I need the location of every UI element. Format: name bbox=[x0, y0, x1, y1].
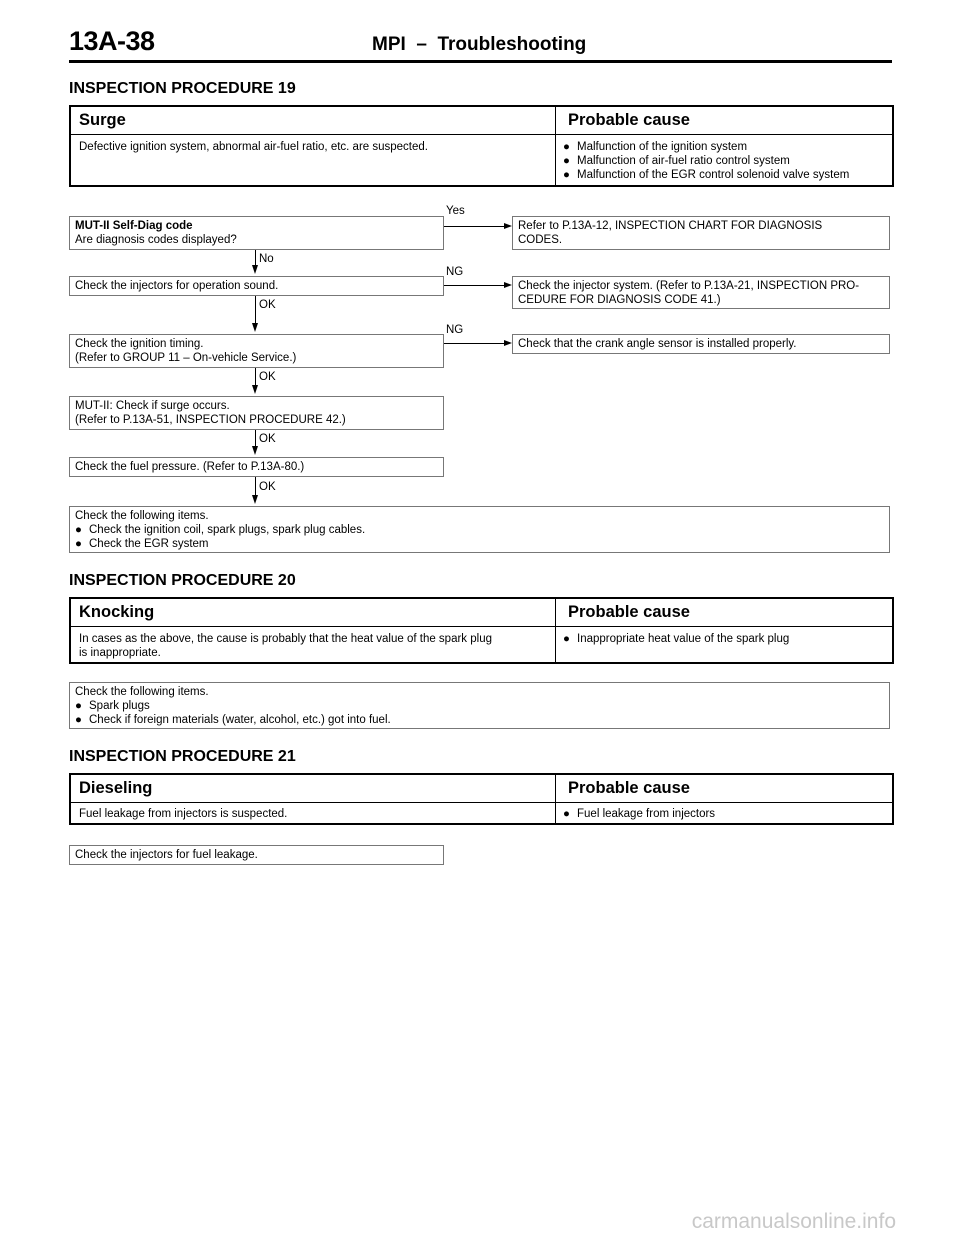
flow-connector bbox=[255, 477, 256, 496]
bullet-icon: ● bbox=[563, 155, 570, 167]
ng-label: NG bbox=[446, 324, 464, 336]
ok-label: OK bbox=[259, 371, 276, 383]
bullet-icon: ● bbox=[563, 808, 570, 820]
symptom-heading: Knocking bbox=[79, 603, 155, 621]
flow-result-diag-chart: Refer to P.13A-12, INSPECTION CHART FOR DIAGNOSIS CODES. bbox=[512, 216, 890, 250]
ok-label: OK bbox=[259, 433, 276, 445]
cause-item: ● Inappropriate heat value of the spark plug bbox=[563, 633, 790, 645]
bullet-icon: ● bbox=[563, 169, 570, 181]
flow-step-surge-check: MUT-II: Check if surge occurs. (Refer to P.13A-51, INSPECTION PROCEDURE 42.) bbox=[69, 396, 444, 430]
page-number: 13A-38 bbox=[69, 26, 155, 56]
procedure-20-check-items: Check the following items. ● Spark plugs ● Check if foreign materials (water, alcohol, etc.) got into fuel. bbox=[69, 682, 890, 729]
arrow-down-icon bbox=[252, 446, 258, 455]
cause-item: ● Fuel leakage from injectors bbox=[563, 808, 716, 820]
cause-table-divider bbox=[555, 107, 556, 185]
flow-connector bbox=[255, 296, 256, 324]
ok-label: OK bbox=[259, 299, 276, 311]
bullet-icon: ● bbox=[75, 700, 82, 712]
flow-step-fuel-pressure: Check the fuel pressure. (Refer to P.13A-80.) bbox=[69, 457, 444, 477]
procedure-21-title: INSPECTION PROCEDURE 21 bbox=[69, 748, 296, 765]
flow-connector bbox=[444, 285, 506, 286]
probable-cause-heading: Probable cause bbox=[568, 603, 690, 621]
probable-cause-heading: Probable cause bbox=[568, 779, 690, 797]
flow-step-check-items: Check the following items. ● Check the ignition coil, spark plugs, spark plug cables. ● Check the EGR system bbox=[69, 506, 890, 553]
flow-connector bbox=[255, 368, 256, 386]
symptom-description: Defective ignition system, abnormal air-fuel ratio, etc. are suspected. bbox=[79, 141, 428, 153]
bullet-icon: ● bbox=[75, 524, 82, 536]
symptom-description: In cases as the above, the cause is probably that the heat value of the spark plug is inappropriate. bbox=[79, 633, 492, 659]
cause-table-divider bbox=[555, 775, 556, 823]
no-label: No bbox=[259, 253, 274, 265]
arrow-down-icon bbox=[252, 385, 258, 394]
arrow-right-icon bbox=[504, 223, 512, 229]
flow-step-diag-code: MUT-II Self-Diag code Are diagnosis codes displayed? bbox=[69, 216, 444, 250]
procedure-20-title: INSPECTION PROCEDURE 20 bbox=[69, 572, 296, 589]
symptom-description: Fuel leakage from injectors is suspected. bbox=[79, 808, 288, 820]
cause-table-header-row bbox=[71, 107, 892, 135]
bullet-icon: ● bbox=[563, 141, 570, 153]
yes-label: Yes bbox=[446, 205, 465, 217]
arrow-right-icon bbox=[504, 282, 512, 288]
ng-label: NG bbox=[446, 266, 464, 278]
flow-connector bbox=[444, 343, 506, 344]
symptom-heading: Dieseling bbox=[79, 779, 153, 797]
flow-connector bbox=[255, 430, 256, 447]
cause-table-divider bbox=[555, 599, 556, 662]
page-title: MPI – Troubleshooting bbox=[372, 34, 587, 55]
cause-item: ● Malfunction of the ignition system bbox=[563, 141, 748, 153]
procedure-19-title: INSPECTION PROCEDURE 19 bbox=[69, 80, 296, 97]
arrow-down-icon bbox=[252, 265, 258, 274]
flow-step-ignition-timing: Check the ignition timing. (Refer to GROUP 11 – On-vehicle Service.) bbox=[69, 334, 444, 368]
symptom-heading: Surge bbox=[79, 111, 126, 129]
bullet-icon: ● bbox=[75, 714, 82, 726]
flow-connector bbox=[255, 250, 256, 266]
arrow-down-icon bbox=[252, 323, 258, 332]
bullet-icon: ● bbox=[75, 538, 82, 550]
ok-label: OK bbox=[259, 481, 276, 493]
bullet-icon: ● bbox=[563, 633, 570, 645]
procedure-20-cause-table bbox=[69, 597, 894, 664]
flow-result-crank-sensor: Check that the crank angle sensor is installed properly. bbox=[512, 334, 890, 354]
flow-connector bbox=[444, 226, 506, 227]
cause-item: ● Malfunction of air-fuel ratio control system bbox=[563, 155, 790, 167]
cause-table-header-row bbox=[71, 599, 892, 627]
cause-item: ● Malfunction of the EGR control solenoid valve system bbox=[563, 169, 850, 181]
header-rule bbox=[69, 60, 892, 63]
arrow-right-icon bbox=[504, 340, 512, 346]
cause-table-header-row bbox=[71, 775, 892, 803]
flow-result-injector-system: Check the injector system. (Refer to P.13A-21, INSPECTION PRO- CEDURE FOR DIAGNOSIS CODE 41.) bbox=[512, 276, 890, 309]
procedure-21-cause-table bbox=[69, 773, 894, 825]
procedure-19-cause-table bbox=[69, 105, 894, 187]
probable-cause-heading: Probable cause bbox=[568, 111, 690, 129]
arrow-down-icon bbox=[252, 495, 258, 504]
flow-step-injector-sound: Check the injectors for operation sound. bbox=[69, 276, 444, 296]
procedure-21-check: Check the injectors for fuel leakage. bbox=[69, 845, 444, 865]
watermark: carmanualsonline.info bbox=[691, 1210, 896, 1233]
